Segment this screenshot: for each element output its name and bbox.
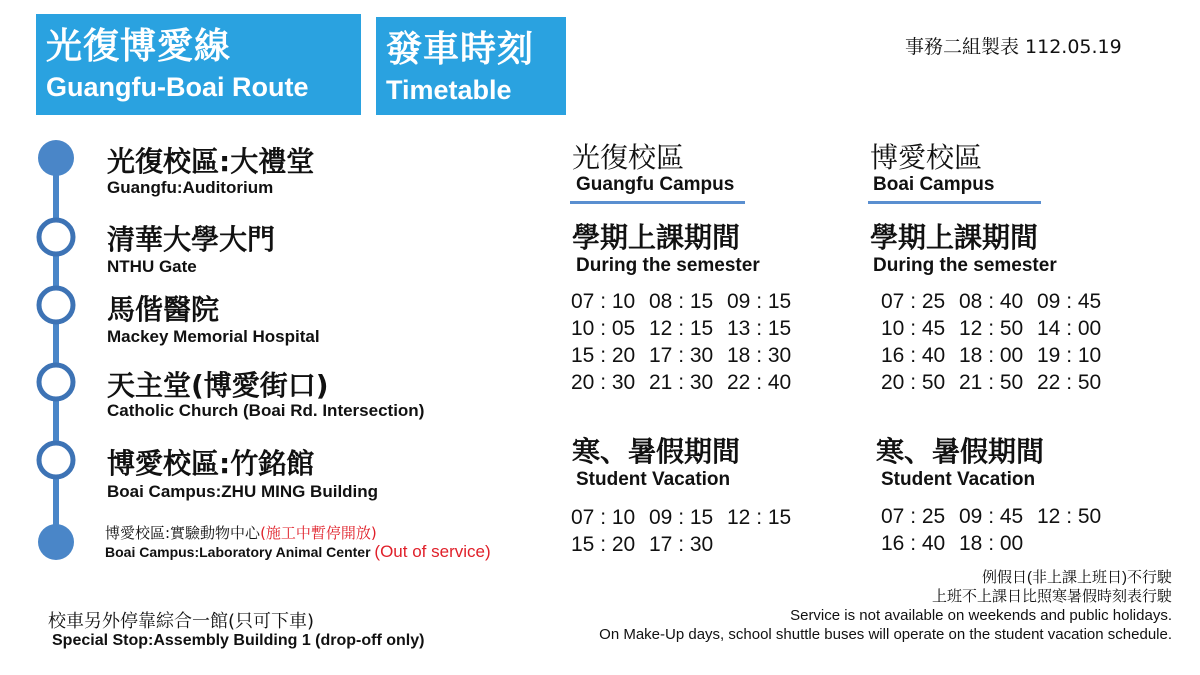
time-cell: 18 : 00 bbox=[959, 344, 1024, 367]
time-cell: 08 : 40 bbox=[959, 290, 1024, 313]
boai-vacation-times bbox=[881, 503, 1115, 557]
stop-2-zh: 清華大學大門 bbox=[107, 223, 276, 256]
credit-text: 事務二組製表 112.05.19 bbox=[905, 36, 1122, 58]
time-cell: 08 : 15 bbox=[649, 290, 714, 313]
time-cell: 12 : 15 bbox=[649, 317, 714, 340]
time-row bbox=[571, 369, 805, 396]
boai-vacation-zh: 寒、暑假期間 bbox=[876, 435, 1045, 468]
time-cell: 17 : 30 bbox=[649, 344, 714, 367]
stop-6-en-name: Boai Campus:Laboratory Animal Center bbox=[105, 544, 371, 560]
timetable-title-box bbox=[376, 17, 566, 115]
special-stop-zh: 校車另外停靠綜合一館(只可下車) bbox=[48, 611, 315, 632]
time-cell: 22 : 50 bbox=[1037, 371, 1102, 394]
time-row bbox=[881, 369, 1115, 396]
stop-6-zh-notice: (施工中暫停開放) bbox=[260, 524, 377, 542]
time-cell: 07 : 25 bbox=[881, 505, 946, 528]
time-cell: 07 : 25 bbox=[881, 290, 946, 313]
stop-4-zh: 天主堂(博愛街口) bbox=[107, 369, 329, 402]
campus-boai-underline bbox=[868, 201, 1041, 204]
time-cell: 09 : 15 bbox=[727, 290, 792, 313]
stop-6-en-notice: (Out of service) bbox=[374, 542, 491, 561]
time-cell: 16 : 40 bbox=[881, 344, 946, 367]
time-cell: 17 : 30 bbox=[649, 533, 714, 556]
time-row bbox=[571, 531, 805, 558]
guangfu-semester-zh: 學期上課期間 bbox=[572, 221, 741, 254]
time-row bbox=[881, 530, 1115, 557]
campus-guangfu-en: Guangfu Campus bbox=[576, 174, 735, 195]
guangfu-vacation-en: Student Vacation bbox=[576, 469, 731, 490]
guangfu-vacation-zh: 寒、暑假期間 bbox=[572, 435, 741, 468]
stop-marker bbox=[39, 288, 73, 322]
campus-guangfu-zh: 光復校區 bbox=[572, 141, 685, 174]
time-cell: 07 : 10 bbox=[571, 290, 636, 313]
time-cell: 20 : 30 bbox=[571, 371, 636, 394]
stop-marker bbox=[39, 443, 73, 477]
route-title-en: Guangfu-Boai Route bbox=[46, 72, 309, 102]
time-row bbox=[881, 503, 1115, 530]
guangfu-semester-en: During the semester bbox=[576, 255, 760, 276]
stop-6-zh-name: 博愛校區:實驗動物中心 bbox=[105, 524, 261, 542]
time-cell: 18 : 00 bbox=[959, 532, 1024, 555]
route-title-zh: 光復博愛線 bbox=[46, 26, 232, 67]
stop-3-zh: 馬偕醫院 bbox=[107, 293, 220, 326]
note-line: 例假日(非上課上班日)不行駛 bbox=[982, 569, 1172, 586]
stop-6-zh bbox=[105, 522, 377, 543]
time-cell: 16 : 40 bbox=[881, 532, 946, 555]
guangfu-semester-times bbox=[571, 288, 805, 396]
time-cell: 12 : 15 bbox=[727, 506, 792, 529]
time-cell: 12 : 50 bbox=[1037, 505, 1102, 528]
guangfu-vacation-times bbox=[571, 504, 805, 558]
time-cell: 18 : 30 bbox=[727, 344, 792, 367]
stop-5-en: Boai Campus:ZHU MING Building bbox=[107, 482, 379, 501]
time-cell: 21 : 50 bbox=[959, 371, 1024, 394]
time-row bbox=[881, 342, 1115, 369]
time-cell: 20 : 50 bbox=[881, 371, 946, 394]
stop-4-en: Catholic Church (Boai Rd. Intersection) bbox=[107, 401, 425, 420]
service-notes bbox=[599, 568, 1172, 644]
time-cell: 19 : 10 bbox=[1037, 344, 1102, 367]
time-cell: 21 : 30 bbox=[649, 371, 714, 394]
time-cell: 09 : 15 bbox=[649, 506, 714, 529]
route-title-box bbox=[36, 14, 361, 115]
boai-semester-zh: 學期上課期間 bbox=[870, 221, 1039, 254]
time-cell: 13 : 15 bbox=[727, 317, 792, 340]
time-cell: 15 : 20 bbox=[571, 344, 636, 367]
time-cell: 10 : 05 bbox=[571, 317, 636, 340]
time-cell: 09 : 45 bbox=[1037, 290, 1102, 313]
campus-boai-en: Boai Campus bbox=[873, 174, 995, 195]
timetable-title-en: Timetable bbox=[386, 75, 512, 105]
campus-guangfu-underline bbox=[570, 201, 745, 204]
time-row bbox=[881, 315, 1115, 342]
stop-6-en bbox=[105, 542, 491, 562]
boai-vacation-en: Student Vacation bbox=[881, 469, 1036, 490]
time-row bbox=[571, 342, 805, 369]
time-row bbox=[571, 288, 805, 315]
stop-marker bbox=[39, 220, 73, 254]
route-line-diagram bbox=[0, 130, 110, 570]
campus-boai-zh: 博愛校區 bbox=[870, 141, 983, 174]
note-line: On Make-Up days, school shuttle buses will operate on the student vacation schedule. bbox=[599, 626, 1172, 643]
stop-2-en: NTHU Gate bbox=[107, 257, 197, 276]
time-cell: 09 : 45 bbox=[959, 505, 1024, 528]
time-row bbox=[881, 288, 1115, 315]
stop-marker-start bbox=[38, 140, 74, 176]
time-cell: 14 : 00 bbox=[1037, 317, 1102, 340]
time-cell: 10 : 45 bbox=[881, 317, 946, 340]
special-stop-en: Special Stop:Assembly Building 1 (drop-off only) bbox=[52, 632, 425, 649]
stop-marker-end bbox=[38, 524, 74, 560]
boai-semester-times bbox=[881, 288, 1115, 396]
note-line: 上班不上課日比照寒暑假時刻表行駛 bbox=[931, 588, 1172, 605]
stop-5-zh: 博愛校區:竹銘館 bbox=[107, 447, 315, 480]
time-cell: 07 : 10 bbox=[571, 506, 636, 529]
stop-1-zh: 光復校區:大禮堂 bbox=[107, 145, 315, 178]
time-cell: 15 : 20 bbox=[571, 533, 636, 556]
stop-1-en: Guangfu:Auditorium bbox=[107, 178, 274, 197]
stop-marker bbox=[39, 365, 73, 399]
time-row bbox=[571, 315, 805, 342]
time-cell: 12 : 50 bbox=[959, 317, 1024, 340]
timetable-title-zh: 發車時刻 bbox=[386, 29, 535, 70]
stop-3-en: Mackey Memorial Hospital bbox=[107, 327, 320, 346]
note-line: Service is not available on weekends and public holidays. bbox=[790, 607, 1172, 624]
time-cell: 22 : 40 bbox=[727, 371, 792, 394]
boai-semester-en: During the semester bbox=[873, 255, 1057, 276]
time-row bbox=[571, 504, 805, 531]
